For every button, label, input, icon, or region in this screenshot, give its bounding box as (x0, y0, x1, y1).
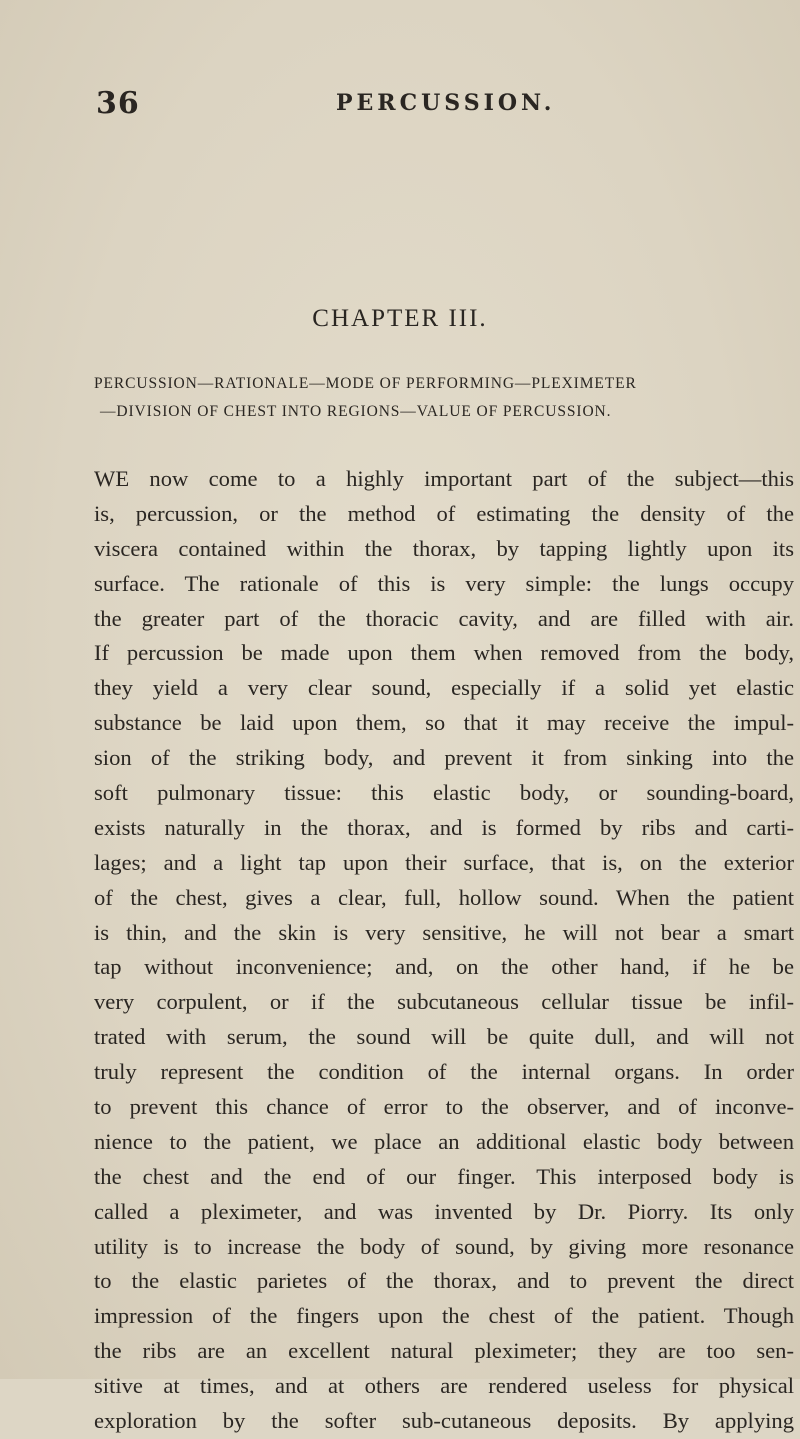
body-line: sion of the striking body, and prevent it from sinking into the (94, 745, 794, 771)
chapter-summary (94, 370, 794, 426)
body-line: substance be laid upon them, so that it may receive the impul- (94, 710, 794, 736)
body-line: of the chest, gives a clear, full, hollow sound. When the patient (94, 884, 794, 910)
body-line: is thin, and the skin is very sensitive, he will not bear a smart (94, 919, 794, 945)
body-line: is, percussion, or the method of estimating the density of the (94, 500, 794, 526)
running-title: PERCUSSION. (336, 90, 556, 116)
body-line: the greater part of the thoracic cavity, and are filled with air. (94, 605, 794, 631)
page-number: 36 (96, 86, 140, 121)
body-text (94, 462, 794, 1439)
body-line: exploration by the softer sub-cutaneous deposits. By applying (94, 1408, 794, 1434)
body-line: If percussion be made upon them when removed from the body, (94, 640, 794, 666)
body-line: viscera contained within the thorax, by tapping lightly upon its (94, 535, 794, 561)
body-line: surface. The rationale of this is very simple: the lungs occupy (94, 570, 794, 596)
body-line: called a pleximeter, and was invented by Dr. Piorry. Its only (94, 1198, 794, 1224)
body-line: truly represent the condition of the internal organs. In order (94, 1059, 794, 1085)
body-line: soft pulmonary tissue: this elastic body, or sounding-board, (94, 780, 794, 806)
running-head (0, 86, 800, 126)
body-line: nience to the patient, we place an additional elastic body between (94, 1128, 794, 1154)
body-line: utility is to increase the body of sound, by giving more resonance (94, 1233, 794, 1259)
body-line: sitive at times, and at others are rendered useless for physical (94, 1373, 794, 1399)
body-line: to the elastic parietes of the thorax, and to prevent the direct (94, 1268, 794, 1294)
body-line: they yield a very clear sound, especially if a solid yet elastic (94, 675, 794, 701)
body-line: impression of the fingers upon the chest of the patient. Though (94, 1303, 794, 1329)
body-line: trated with serum, the sound will be quite dull, and will not (94, 1024, 794, 1050)
body-line: lages; and a light tap upon their surface, that is, on the exterior (94, 849, 794, 875)
body-line: the chest and the end of our finger. This interposed body is (94, 1163, 794, 1189)
body-line: tap without inconvenience; and, on the other hand, if he be (94, 954, 794, 980)
chapter-summary-line: PERCUSSION—RATIONALE—MODE OF PERFORMING—PLEXIMETER (94, 375, 637, 392)
chapter-title: CHAPTER III. (312, 305, 488, 332)
body-line: exists naturally in the thorax, and is formed by ribs and carti- (94, 814, 794, 840)
body-line: WE now come to a highly important part of the subject—this (94, 466, 794, 491)
body-line: very corpulent, or if the subcutaneous cellular tissue be infil- (94, 989, 794, 1015)
chapter-summary-line: —DIVISION OF CHEST INTO REGIONS—VALUE OF PERCUSSION. (100, 403, 612, 420)
body-line: to prevent this chance of error to the observer, and of inconve- (94, 1094, 794, 1120)
body-line: the ribs are an excellent natural pleximeter; they are too sen- (94, 1338, 794, 1364)
